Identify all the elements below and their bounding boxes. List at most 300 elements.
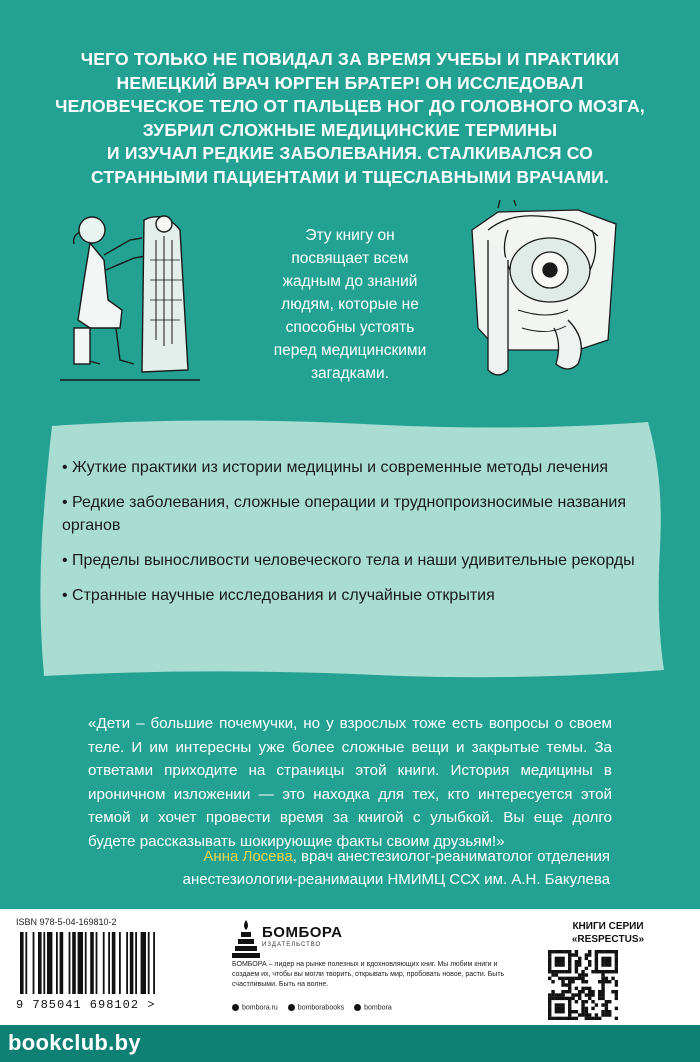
quote-line: будете рассказывать шокирующие факты своим друзьям!» xyxy=(88,832,505,850)
headline xyxy=(40,48,660,189)
qr-module xyxy=(581,987,584,990)
qr-module xyxy=(601,957,604,960)
qr-module xyxy=(578,990,581,993)
vk-icon xyxy=(288,1004,295,1011)
headline-line: ЧЕЛОВЕЧЕСКОЕ ТЕЛО ОТ ПАЛЬЦЕВ НОГ ДО ГОЛОВНОГО МОЗГА, xyxy=(55,96,645,116)
qr-module xyxy=(598,993,601,996)
qr-module xyxy=(581,1013,584,1016)
qr-module xyxy=(561,993,564,996)
qr-module xyxy=(588,950,591,953)
qr-module xyxy=(601,977,604,980)
qr-module xyxy=(581,1010,584,1013)
publisher-subtitle: ИЗДАТЕЛЬСТВО xyxy=(262,942,322,948)
qr-module xyxy=(605,1010,608,1013)
qr-module xyxy=(568,1010,571,1013)
qr-module xyxy=(585,1013,588,1016)
qr-module xyxy=(581,1007,584,1010)
qr-module xyxy=(595,970,598,973)
qr-module xyxy=(601,980,604,983)
qr-module xyxy=(605,957,608,960)
qr-module xyxy=(558,1007,561,1010)
qr-module xyxy=(568,990,571,993)
qr-module xyxy=(551,997,554,1000)
qr-module xyxy=(555,950,558,953)
doctor-engraving-illustration xyxy=(60,200,200,385)
qr-module xyxy=(551,1017,554,1020)
qr-module xyxy=(575,967,578,970)
qr-module xyxy=(605,950,608,953)
qr-module xyxy=(595,1003,598,1006)
qr-module xyxy=(548,997,551,1000)
qr-module xyxy=(615,1007,618,1010)
site-watermark: bookclub.by xyxy=(8,1030,141,1055)
barcode-bar xyxy=(60,932,64,994)
qr-module xyxy=(615,967,618,970)
qr-module xyxy=(568,983,571,986)
dedication-text xyxy=(235,224,465,385)
qr-module xyxy=(585,1017,588,1020)
dedication-line: способны устоять xyxy=(285,319,415,336)
qr-module xyxy=(568,963,571,966)
bombora-logo-icon xyxy=(232,918,260,958)
qr-module xyxy=(565,1017,568,1020)
barcode-bar xyxy=(130,932,134,994)
qr-module xyxy=(615,963,618,966)
qr-module xyxy=(568,980,571,983)
qr-module xyxy=(581,1003,584,1006)
qr-module xyxy=(575,1010,578,1013)
qr-module xyxy=(555,997,558,1000)
qr-module xyxy=(595,963,598,966)
qr-module xyxy=(615,953,618,956)
reviewer-affiliation: анестезиологии-реанимации НМИМЦ ССХ им. А.Н. Бакулева xyxy=(182,871,610,888)
qr-module xyxy=(558,950,561,953)
qr-module xyxy=(595,957,598,960)
eye-anatomy-illustration xyxy=(458,200,626,385)
website-icon xyxy=(232,1004,239,1011)
qr-module xyxy=(548,1000,551,1003)
qr-module xyxy=(568,987,571,990)
qr-module xyxy=(548,957,551,960)
qr-module xyxy=(555,970,558,973)
qr-module xyxy=(561,957,564,960)
qr-module xyxy=(575,970,578,973)
qr-module xyxy=(568,1007,571,1010)
barcode-bar xyxy=(25,932,27,994)
qr-module xyxy=(558,997,561,1000)
barcode-bar xyxy=(43,932,45,994)
qr-module xyxy=(601,1003,604,1006)
qr-module xyxy=(595,1017,598,1020)
qr-module xyxy=(578,997,581,1000)
qr-module xyxy=(588,990,591,993)
qr-module xyxy=(548,960,551,963)
qr-module xyxy=(548,1017,551,1020)
qr-code-icon[interactable] xyxy=(548,950,618,1020)
qr-module xyxy=(595,950,598,953)
qr-module xyxy=(585,980,588,983)
qr-module xyxy=(571,1017,574,1020)
qr-module xyxy=(565,950,568,953)
barcode-bar xyxy=(85,932,87,994)
qr-module xyxy=(548,963,551,966)
qr-module xyxy=(571,997,574,1000)
qr-module xyxy=(568,977,571,980)
dedication-line: жадным до знаний xyxy=(282,273,418,290)
qr-module xyxy=(558,1003,561,1006)
barcode-bar xyxy=(96,932,98,994)
reviewer-name: Анна Лосева xyxy=(203,848,293,865)
qr-module xyxy=(615,970,618,973)
qr-module xyxy=(558,960,561,963)
qr-module xyxy=(615,957,618,960)
qr-module xyxy=(601,960,604,963)
qr-module xyxy=(575,950,578,953)
qr-module xyxy=(615,997,618,1000)
qr-module xyxy=(608,1013,611,1016)
qr-module xyxy=(591,1007,594,1010)
qr-module xyxy=(555,963,558,966)
qr-module xyxy=(598,950,601,953)
qr-module xyxy=(555,993,558,996)
qr-module xyxy=(601,1013,604,1016)
qr-module xyxy=(585,1010,588,1013)
qr-module xyxy=(581,980,584,983)
qr-module xyxy=(605,970,608,973)
qr-module xyxy=(608,960,611,963)
qr-module xyxy=(605,1007,608,1010)
qr-module xyxy=(568,1017,571,1020)
series-line: КНИГИ СЕРИИ xyxy=(572,921,644,932)
qr-module xyxy=(575,1017,578,1020)
qr-module xyxy=(601,970,604,973)
qr-module xyxy=(585,1000,588,1003)
qr-module xyxy=(561,1010,564,1013)
qr-module xyxy=(588,963,591,966)
qr-module xyxy=(568,953,571,956)
qr-module xyxy=(601,987,604,990)
qr-module xyxy=(568,1013,571,1016)
barcode-bar xyxy=(126,932,128,994)
qr-module xyxy=(605,963,608,966)
qr-module xyxy=(561,997,564,1000)
qr-module xyxy=(615,980,618,983)
qr-module xyxy=(568,967,571,970)
qr-module xyxy=(548,1003,551,1006)
qr-module xyxy=(575,960,578,963)
qr-module xyxy=(561,970,564,973)
qr-module xyxy=(575,977,578,980)
social-link[interactable]: bomborabooks xyxy=(288,1004,344,1011)
qr-module xyxy=(568,970,571,973)
qr-module xyxy=(548,967,551,970)
qr-module xyxy=(581,970,584,973)
qr-module xyxy=(578,993,581,996)
qr-module xyxy=(601,997,604,1000)
qr-module xyxy=(578,1013,581,1016)
qr-module xyxy=(615,950,618,953)
barcode-bar xyxy=(47,932,52,994)
qr-module xyxy=(548,1007,551,1010)
qr-module xyxy=(558,1010,561,1013)
qr-module xyxy=(605,1003,608,1006)
qr-module xyxy=(598,997,601,1000)
headline-line: ЧЕГО ТОЛЬКО НЕ ПОВИДАЛ ЗА ВРЕМЯ УЧЕБЫ И ПРАКТИКИ xyxy=(80,49,620,69)
qr-module xyxy=(555,1003,558,1006)
qr-module xyxy=(595,1013,598,1016)
qr-module xyxy=(578,963,581,966)
qr-module xyxy=(601,1010,604,1013)
qr-module xyxy=(578,977,581,980)
quote-attribution xyxy=(90,845,610,891)
qr-module xyxy=(615,960,618,963)
qr-module xyxy=(561,983,564,986)
barcode-bar xyxy=(108,932,110,994)
barcode-bar xyxy=(153,932,155,994)
qr-module xyxy=(588,953,591,956)
publisher-socials xyxy=(232,1004,392,1011)
qr-module xyxy=(561,1007,564,1010)
dedication-line: посвящает всем xyxy=(291,250,409,267)
qr-module xyxy=(585,1007,588,1010)
qr-module xyxy=(571,993,574,996)
qr-module xyxy=(601,990,604,993)
qr-module xyxy=(561,1017,564,1020)
qr-module xyxy=(608,970,611,973)
qr-module xyxy=(555,1010,558,1013)
qr-module xyxy=(598,1017,601,1020)
qr-module xyxy=(588,1017,591,1020)
barcode-bar xyxy=(103,932,105,994)
qr-module xyxy=(615,1017,618,1020)
qr-module xyxy=(565,997,568,1000)
qr-module xyxy=(568,960,571,963)
qr-module xyxy=(561,980,564,983)
qr-module xyxy=(605,980,608,983)
quote-line: ответами приходите на страницы этой книги. История медицины в xyxy=(88,762,612,779)
barcode-bar xyxy=(20,932,24,994)
qr-module xyxy=(568,997,571,1000)
qr-module xyxy=(605,1013,608,1016)
qr-module xyxy=(608,1000,611,1003)
qr-module xyxy=(608,980,611,983)
list-item: • Редкие заболевания, сложные операции и труднопроизносимые названия органов xyxy=(62,494,627,534)
qr-module xyxy=(578,960,581,963)
feature-list xyxy=(62,456,652,619)
qr-module xyxy=(611,950,614,953)
qr-module xyxy=(561,977,564,980)
barcode-bar xyxy=(78,932,83,994)
qr-module xyxy=(605,1000,608,1003)
qr-module xyxy=(565,990,568,993)
dedication-line: людям, которые не xyxy=(281,296,419,313)
qr-module xyxy=(548,993,551,996)
qr-module xyxy=(575,993,578,996)
qr-module xyxy=(548,1013,551,1016)
social-link[interactable]: bombora xyxy=(354,1004,392,1011)
qr-module xyxy=(558,970,561,973)
quote-line: ироничном изложении — это находка для тех, кто интересуется этой xyxy=(88,785,612,803)
qr-module xyxy=(578,957,581,960)
qr-module xyxy=(581,990,584,993)
qr-module xyxy=(588,993,591,996)
qr-module xyxy=(551,990,554,993)
qr-module xyxy=(585,953,588,956)
qr-module xyxy=(551,950,554,953)
isbn-text: ISBN 978-5-04-169810-2 xyxy=(16,917,117,927)
qr-module xyxy=(608,950,611,953)
qr-module xyxy=(585,957,588,960)
instagram-icon xyxy=(354,1004,361,1011)
qr-module xyxy=(588,997,591,1000)
qr-module xyxy=(558,977,561,980)
reviewer-title: , врач анестезиолог-реаниматолог отделения xyxy=(292,848,610,865)
qr-module xyxy=(581,1000,584,1003)
barcode-bar xyxy=(148,932,150,994)
qr-module xyxy=(598,970,601,973)
dedication-line: загадками. xyxy=(310,365,390,382)
qr-module xyxy=(575,987,578,990)
qr-module xyxy=(608,963,611,966)
qr-module xyxy=(575,953,578,956)
series-label xyxy=(548,920,668,946)
qr-module xyxy=(548,970,551,973)
dedication-line: перед медицинскими xyxy=(273,342,427,359)
qr-module xyxy=(581,977,584,980)
qr-module xyxy=(551,973,554,976)
qr-module xyxy=(591,1017,594,1020)
qr-module xyxy=(608,957,611,960)
qr-module xyxy=(555,973,558,976)
qr-module xyxy=(551,970,554,973)
qr-module xyxy=(605,960,608,963)
qr-module xyxy=(555,960,558,963)
qr-module xyxy=(548,977,551,980)
qr-module xyxy=(555,1007,558,1010)
headline-line: НЕМЕЦКИЙ ВРАЧ ЮРГЕН БРАТЕР! ОН ИССЛЕДОВАЛ xyxy=(116,72,584,93)
qr-module xyxy=(561,990,564,993)
qr-module xyxy=(571,977,574,980)
barcode-bar xyxy=(56,932,58,994)
qr-module xyxy=(591,970,594,973)
qr-module xyxy=(565,983,568,986)
qr-module xyxy=(568,957,571,960)
qr-module xyxy=(548,953,551,956)
qr-module xyxy=(585,987,588,990)
qr-module xyxy=(571,980,574,983)
barcode-image xyxy=(20,932,192,998)
qr-module xyxy=(615,990,618,993)
qr-module xyxy=(558,957,561,960)
qr-module xyxy=(561,963,564,966)
qr-module xyxy=(551,993,554,996)
publisher-brand: БОМБОРА xyxy=(262,924,343,941)
qr-module xyxy=(608,1010,611,1013)
qr-module xyxy=(601,993,604,996)
qr-module xyxy=(558,963,561,966)
qr-module xyxy=(561,1003,564,1006)
qr-module xyxy=(551,980,554,983)
barcode-bar xyxy=(33,932,35,994)
qr-module xyxy=(555,957,558,960)
qr-module xyxy=(568,950,571,953)
qr-module xyxy=(615,993,618,996)
qr-module xyxy=(558,1017,561,1020)
publisher-about: БОМБОРА – лидер на рынке полезных и вдохновляющих книг. Мы любим книги и создаем их, чтобы вы могли творить, открывать мир, пробовать новое, расти. Быть счастливыми. Быть на волне. xyxy=(232,961,505,988)
qr-module xyxy=(571,1010,574,1013)
barcode-bar xyxy=(69,932,71,994)
qr-module xyxy=(568,1003,571,1006)
list-item: • Странные научные исследования и случайные открытия xyxy=(62,587,495,604)
qr-module xyxy=(571,953,574,956)
barcode-bar xyxy=(119,932,121,994)
barcode-bar xyxy=(141,932,146,994)
qr-module xyxy=(611,970,614,973)
qr-module xyxy=(588,987,591,990)
qr-module xyxy=(548,1010,551,1013)
qr-module xyxy=(595,953,598,956)
qr-module xyxy=(565,977,568,980)
barcode-bar xyxy=(112,932,116,994)
headline-line: ЗУБРИЛ СЛОЖНЫЕ МЕДИЦИНСКИЕ ТЕРМИНЫ xyxy=(142,119,558,140)
headline-line: СТРАННЫМИ ПАЦИЕНТАМИ И ТЩЕСЛАВНЫМИ ВРАЧАМИ. xyxy=(90,166,610,187)
barcode-bar xyxy=(38,932,42,994)
qr-module xyxy=(565,970,568,973)
review-quote xyxy=(88,712,612,853)
qr-module xyxy=(558,993,561,996)
qr-module xyxy=(615,983,618,986)
series-name: «RESPECTUS» xyxy=(571,934,645,945)
qr-module xyxy=(548,950,551,953)
qr-module xyxy=(578,973,581,976)
qr-module xyxy=(581,973,584,976)
barcode-bar xyxy=(135,932,137,994)
qr-module xyxy=(561,960,564,963)
quote-line: теле. И им интересны уже более сложные вещи и закрытые темы. За xyxy=(88,738,612,756)
qr-module xyxy=(575,963,578,966)
qr-module xyxy=(591,993,594,996)
qr-module xyxy=(601,983,604,986)
qr-module xyxy=(585,993,588,996)
list-item: • Жуткие практики из истории медицины и современные методы лечения xyxy=(62,459,609,476)
qr-module xyxy=(595,960,598,963)
qr-module xyxy=(601,973,604,976)
qr-module xyxy=(588,960,591,963)
list-item: • Пределы выносливости человеческого тела и наши удивительные рекорды xyxy=(62,552,635,569)
social-link[interactable]: bombora.ru xyxy=(232,1004,278,1011)
barcode-number: 9 785041 698102 > xyxy=(16,998,156,1012)
qr-module xyxy=(585,967,588,970)
barcode-bar xyxy=(72,932,76,994)
qr-module xyxy=(575,1000,578,1003)
quote-line: «Дети – большие почемучки, но у взрослых тоже есть вопросы о своем xyxy=(88,715,612,732)
qr-module xyxy=(598,990,601,993)
quote-line: темой и хочет провести время за книгой с улыбкой. Вы еще долго xyxy=(88,809,612,826)
qr-module xyxy=(568,1000,571,1003)
qr-module xyxy=(601,963,604,966)
dedication-line: Эту книгу он xyxy=(305,227,395,244)
qr-module xyxy=(588,1013,591,1016)
qr-module xyxy=(591,1000,594,1003)
qr-module xyxy=(601,950,604,953)
barcode-bar xyxy=(90,932,94,994)
qr-module xyxy=(561,950,564,953)
qr-module xyxy=(595,967,598,970)
qr-module xyxy=(591,990,594,993)
qr-module xyxy=(598,980,601,983)
qr-module xyxy=(585,973,588,976)
headline-line: И ИЗУЧАЛ РЕДКИЕ ЗАБОЛЕВАНИЯ. СТАЛКИВАЛСЯ СО xyxy=(107,143,593,163)
